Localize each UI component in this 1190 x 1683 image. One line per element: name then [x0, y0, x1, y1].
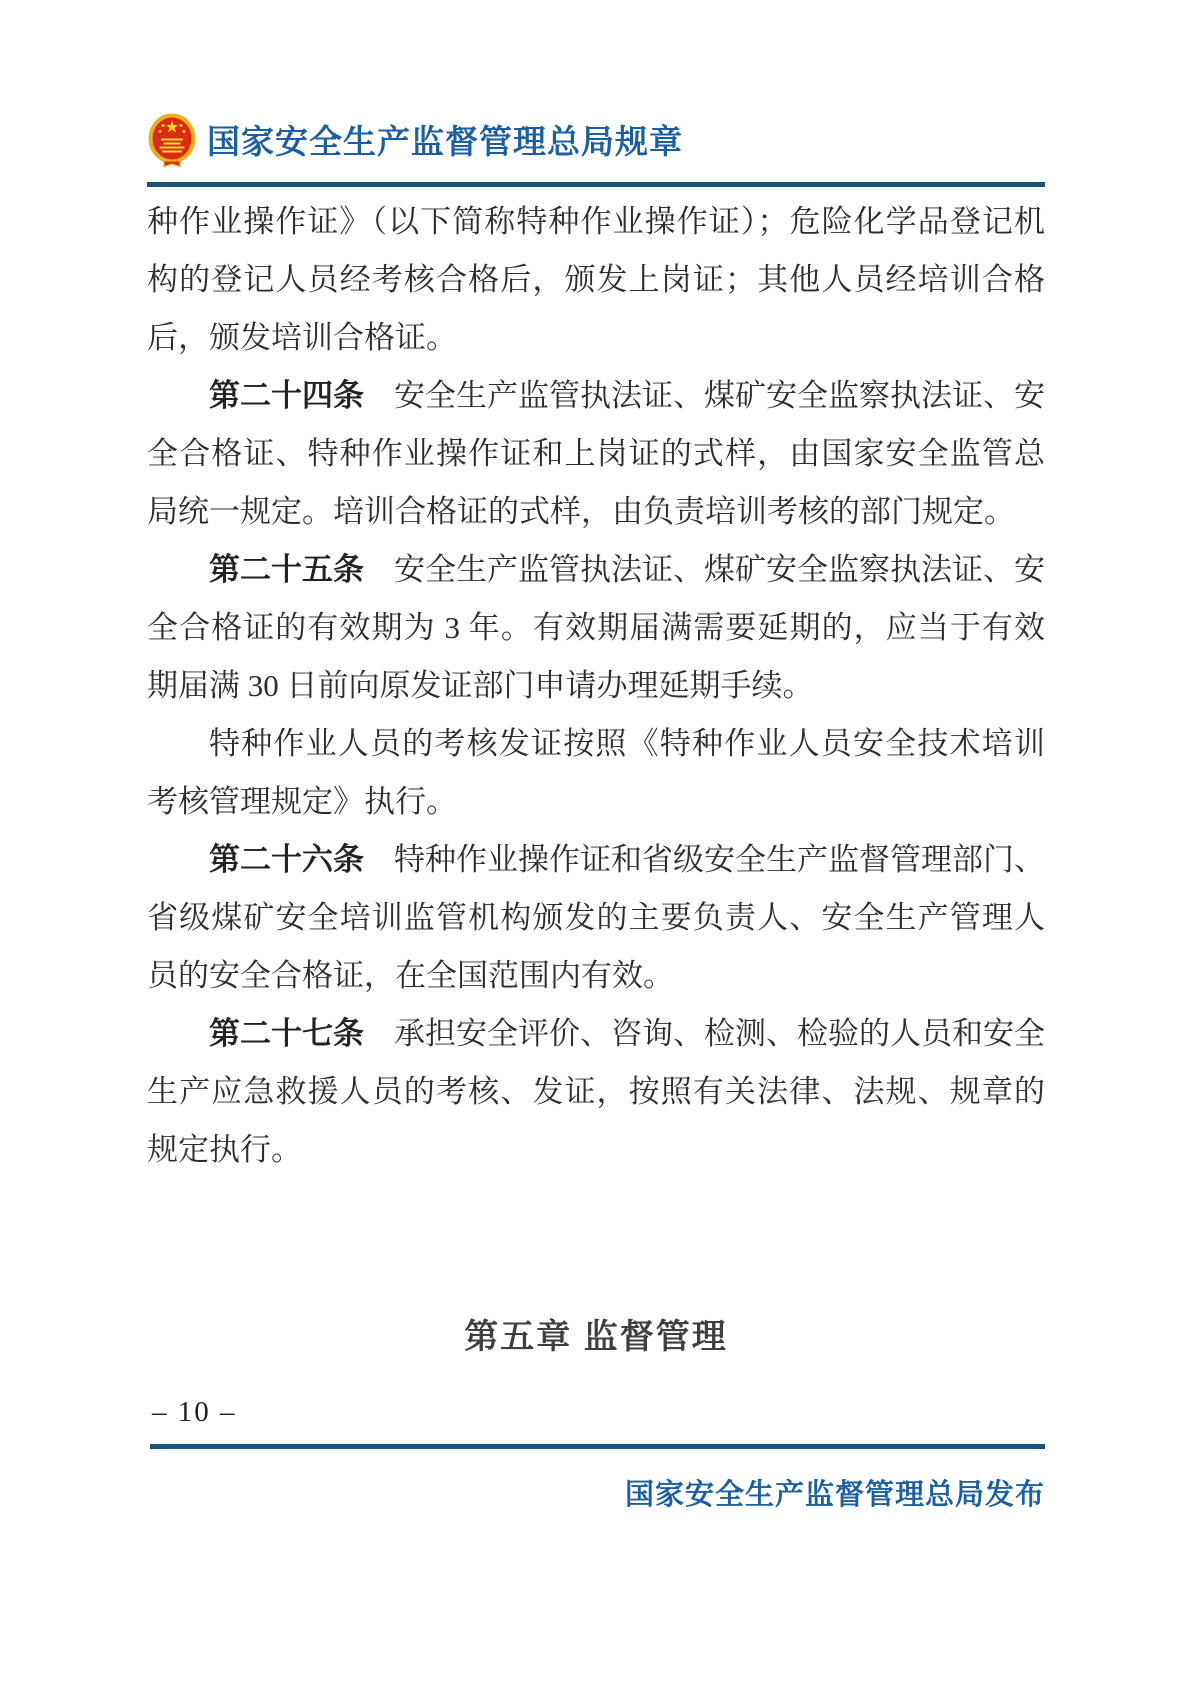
page-number: – 10 – — [152, 1396, 237, 1428]
paragraph — [147, 367, 1045, 541]
paragraph — [147, 831, 1045, 1005]
chapter-heading: 第五章 监督管理 — [464, 1318, 728, 1356]
article-number: 第二十五条 — [209, 552, 364, 587]
article-number: 第二十六条 — [209, 842, 364, 877]
paragraph-text: 承担安全评价、咨询、检测、检验的人员和安全生产应急救援人员的考核、发证，按照有关法律、法规、规章的规定执行。 — [147, 1016, 1045, 1167]
footer-divider — [150, 1444, 1045, 1449]
header-title: 国家安全生产监督管理总局规章 — [207, 125, 683, 161]
document-header — [147, 112, 1045, 167]
article-number: 第二十七条 — [209, 1016, 364, 1051]
paragraph-text: 安全生产监管执法证、煤矿安全监察执法证、安全合格证的有效期为 3 年。有效期届满需要延期的，应当于有效期届满 30 日前向原发证部门申请办理延期手续。 — [147, 552, 1045, 703]
paragraph-text: 种作业操作证》（以下简称特种作业操作证）；危险化学品登记机构的登记人员经考核合格后，颁发上岗证；其他人员经培训合格后，颁发培训合格证。 — [147, 204, 1045, 355]
china-national-emblem-icon — [147, 112, 197, 167]
article-number: 第二十四条 — [209, 378, 364, 413]
document-body — [147, 193, 1045, 1179]
paragraph — [147, 1005, 1045, 1179]
paragraph-text: 特种作业操作证和省级安全生产监督管理部门、省级煤矿安全培训监管机构颁发的主要负责人、安全生产管理人员的安全合格证，在全国范围内有效。 — [147, 842, 1045, 993]
paragraph — [147, 715, 1045, 831]
paragraph-text: 特种作业人员的考核发证按照《特种作业人员安全技术培训考核管理规定》执行。 — [147, 726, 1045, 819]
header-divider — [147, 182, 1045, 187]
paragraph — [147, 193, 1045, 367]
paragraph-text: 安全生产监管执法证、煤矿安全监察执法证、安全合格证、特种作业操作证和上岗证的式样，由国家安全监管总局统一规定。培训合格证的式样，由负责培训考核的部门规定。 — [147, 378, 1045, 529]
paragraph — [147, 541, 1045, 715]
publisher-label: 国家安全生产监督管理总局发布 — [624, 1479, 1045, 1511]
